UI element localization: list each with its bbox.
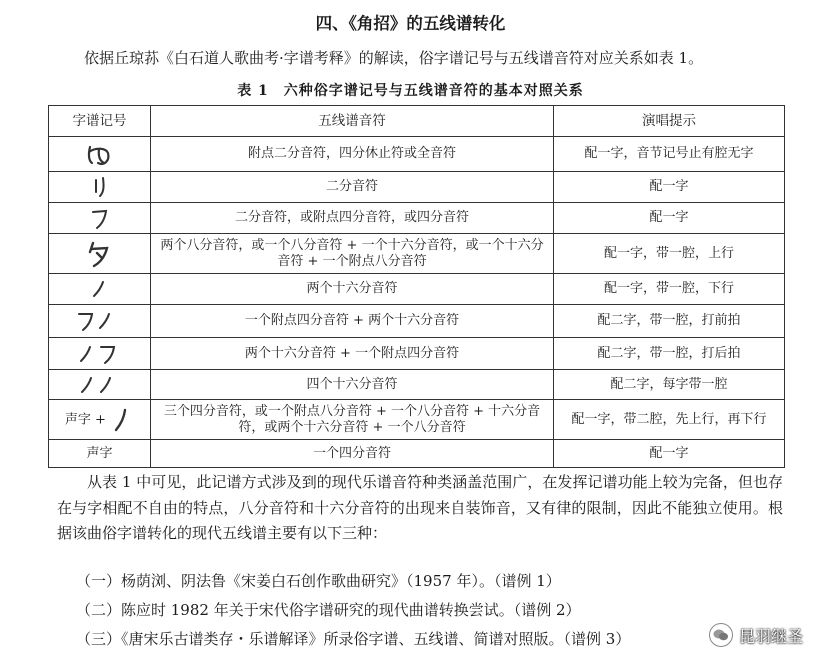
body-text — [57, 470, 783, 547]
intro-paragraph: 依据丘琼荪《白石道人歌曲考·字谱考释》的解读，俗字谱记号与五线谱音符对应关系如表 1。 — [84, 49, 704, 67]
note-description-cell: 一个附点四分音符 + 两个十六分音符 — [151, 305, 554, 338]
wechat-logo-icon — [709, 623, 733, 647]
note-description-cell: 四个十六分音符 — [151, 370, 554, 400]
table-row — [49, 338, 785, 370]
note-description-cell: 二分音符 — [151, 172, 554, 203]
notation-symbol-cell — [49, 400, 151, 440]
table-row — [49, 440, 785, 468]
singing-hint-cell: 配二字，每字带一腔 — [554, 370, 785, 400]
notation-symbol-6-icon — [73, 308, 127, 334]
column-header: 字谱记号 — [49, 106, 151, 137]
singing-hint-cell: 配一字，带二腔，先上行，再下行 — [554, 400, 785, 440]
notation-symbol-7-icon — [73, 341, 127, 367]
notation-table — [48, 105, 785, 468]
note-description-cell: 一个四分音符 — [151, 440, 554, 468]
singing-hint-cell: 配二字，带一腔，打前拍 — [554, 305, 785, 338]
table-caption: 表 1 六种俗字谱记号与五线谱音符的基本对照关系 — [237, 83, 584, 99]
notation-symbol-3-icon — [85, 205, 115, 231]
reference-item: （二）陈应时 1982 年关于宋代俗字谱研究的现代曲谱转换尝试。（谱例 2） — [76, 601, 581, 619]
reference-item: （一）杨荫浏、阴法鲁《宋姜白石创作歌曲研究》（1957 年）。（谱例 1） — [76, 572, 561, 590]
reference-item: （三）《唐宋乐古谱类存・乐谱解译》所录俗字谱、五线谱、简谱对照版。（谱例 3） — [76, 630, 631, 648]
column-header: 演唱提示 — [554, 106, 785, 137]
body-paragraph: 从表 1 中可见，此记谱方式涉及到的现代乐谱音符种类涵盖范围广，在发挥记谱功能上较为完备，但也存在与字相配不自由的特点，八分音符和十六分音符的出现来自装饰音，又有律的限制，因此不能独立使用。根据该曲俗字谱转化的现代五线谱主要有以下三种： — [57, 473, 783, 542]
notation-symbol-cell — [49, 370, 151, 400]
singing-hint-cell: 配一字，带一腔，上行 — [554, 234, 785, 274]
reference-list — [76, 567, 630, 654]
singing-hint-cell: 配一字 — [554, 440, 785, 468]
notation-symbol-1-icon — [80, 139, 120, 169]
singing-hint-cell: 配一字，带一腔，下行 — [554, 274, 785, 305]
section-heading: 四、《角招》的五线谱转化 — [315, 14, 506, 33]
table-header-row — [49, 106, 785, 137]
table-row — [49, 137, 785, 172]
notation-symbol-cell — [49, 203, 151, 234]
singing-hint-cell: 配二字，带一腔，打后拍 — [554, 338, 785, 370]
notation-symbol-cell — [49, 234, 151, 274]
notation-symbol-cell — [49, 274, 151, 305]
notation-symbol-cell — [49, 305, 151, 338]
notation-symbol-9-icon — [110, 406, 134, 434]
note-description-cell: 二分音符，或附点四分音符，或四分音符 — [151, 203, 554, 234]
table-row — [49, 370, 785, 400]
notation-symbol-8-icon — [73, 373, 127, 397]
note-description-cell: 三个四分音符，或一个附点八分音符 + 一个八分音符 + 十六分音符，或两个十六分音符 + 一个八分音符 — [151, 400, 554, 440]
table-row — [49, 203, 785, 234]
notation-symbol-5-icon — [85, 276, 115, 302]
column-header: 五线谱音符 — [151, 106, 554, 137]
note-description-cell: 两个十六分音符 + 一个附点四分音符 — [151, 338, 554, 370]
notation-symbol-cell — [49, 137, 151, 172]
notation-symbol-cell: 声字 — [49, 440, 151, 468]
notation-symbol-4-icon — [83, 238, 117, 270]
watermark — [709, 623, 803, 647]
table-row — [49, 400, 785, 440]
singing-hint-cell: 配一字 — [554, 203, 785, 234]
note-description-cell: 两个八分音符，或一个八分音符 + 一个十六分音符，或一个十六分音符 + 一个附点八分音符 — [151, 234, 554, 274]
notation-symbol-cell — [49, 172, 151, 203]
table-row — [49, 172, 785, 203]
singing-hint-cell: 配一字，音节记号止有腔无字 — [554, 137, 785, 172]
note-description-cell: 两个十六分音符 — [151, 274, 554, 305]
notation-symbol-cell — [49, 338, 151, 370]
watermark-text: 昆羽继圣 — [738, 626, 803, 646]
table-row — [49, 274, 785, 305]
singing-hint-cell: 配一字 — [554, 172, 785, 203]
notation-symbol-2-icon — [85, 174, 115, 200]
note-description-cell: 附点二分音符，四分休止符或全音符 — [151, 137, 554, 172]
table-row — [49, 305, 785, 338]
notation-symbol-label: 声字 + — [64, 412, 106, 427]
table-row — [49, 234, 785, 274]
